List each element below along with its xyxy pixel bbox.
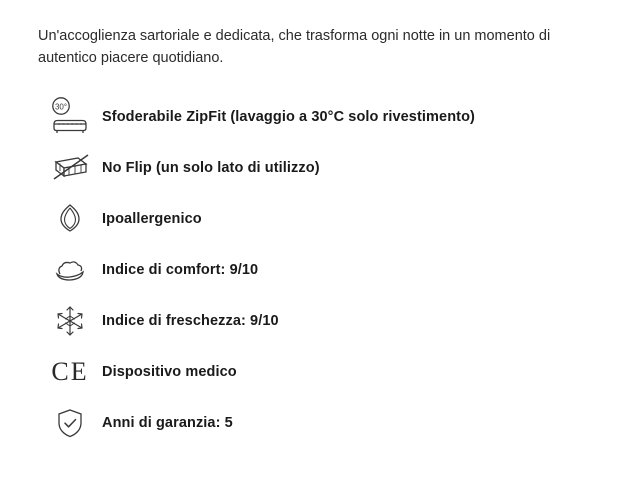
intro-paragraph: Un'accoglienza sartoriale e dedicata, che trasforma ogni notte in un momento di autentico piacere quotidiano. [38, 28, 551, 66]
feature-row [38, 347, 604, 398]
no-flip-mattress-icon [38, 148, 102, 188]
feature-label: Indice di freschezza: 9/10 [102, 313, 279, 329]
features-list [38, 92, 604, 449]
svg-text:30°: 30° [54, 102, 68, 112]
feature-label: No Flip (un solo lato di utilizzo) [102, 160, 320, 176]
feature-row [38, 92, 604, 143]
feature-label: Sfoderabile ZipFit (lavaggio a 30°C solo rivestimento) [102, 109, 475, 125]
zipfit-30-degrees-icon [38, 97, 102, 137]
freshness-snowflake-icon [38, 302, 102, 340]
comfort-cloud-icon [38, 252, 102, 288]
feature-row [38, 143, 604, 194]
ce-mark-text: CE [51, 357, 89, 386]
feature-label: Anni di garanzia: 5 [102, 415, 233, 431]
feature-row [38, 398, 604, 449]
feature-label: Ipoallergenico [102, 211, 202, 227]
hypoallergenic-leaf-icon [38, 199, 102, 239]
ce-mark-icon [38, 359, 102, 385]
feature-label: Dispositivo medico [102, 364, 237, 380]
feature-row [38, 245, 604, 296]
feature-row [38, 194, 604, 245]
feature-row [38, 296, 604, 347]
warranty-shield-check-icon [38, 404, 102, 442]
feature-label: Indice di comfort: 9/10 [102, 262, 259, 278]
